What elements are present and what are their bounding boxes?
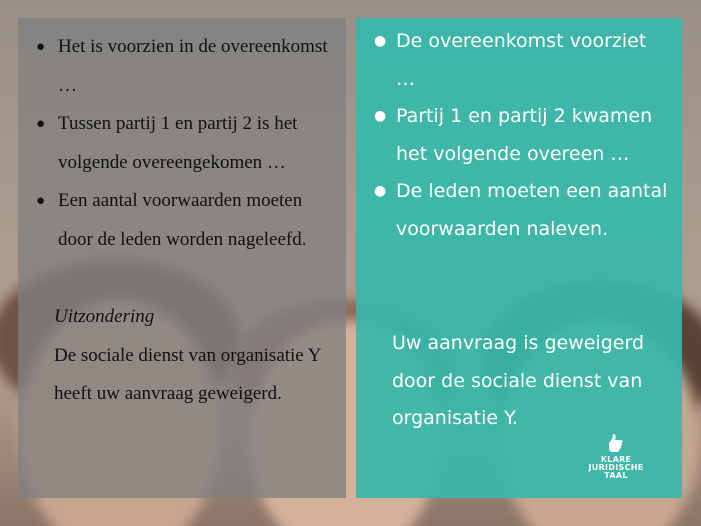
bullet-icon: ● [36, 39, 46, 55]
list-item [374, 98, 668, 173]
list-item [36, 28, 336, 105]
list-item-text: De leden moeten een aantal voorwaarden naleven. [396, 180, 668, 240]
list-item [374, 173, 668, 248]
logo-text-line-2: JURIDISCHE [588, 463, 644, 472]
list-item-text: Het is voorzien in de overeenkomst … [58, 36, 328, 96]
list-item [36, 105, 336, 182]
legal-language-panel [18, 18, 346, 498]
plain-language-panel [356, 18, 682, 498]
plain-bullet-list [374, 23, 668, 248]
legal-bullet-list [36, 28, 336, 259]
list-item-text: Partij 1 en partij 2 kwamen het volgende overeen … [396, 105, 653, 165]
bullet-icon: ● [374, 108, 387, 124]
bullet-icon: ● [374, 33, 387, 49]
klare-juridische-taal-logo [588, 433, 644, 480]
logo-text-line-3: TAAL [604, 471, 628, 480]
list-item-text: Tussen partij 1 en partij 2 is het volgende overeengekomen … [58, 113, 298, 173]
bullet-icon: ● [36, 116, 46, 132]
exception-text: De sociale dienst van organisatie Y heeft uw aanvraag geweigerd. [54, 344, 321, 404]
thumbs-up-icon [607, 433, 625, 453]
exception-text: Uw aanvraag is geweigerd door de sociale dienst van organisatie Y. [392, 332, 645, 429]
exception-heading: Uitzondering [54, 306, 155, 327]
list-item-text: De overeenkomst voorziet … [396, 30, 647, 90]
list-item [374, 23, 668, 98]
exception-block [374, 325, 668, 438]
exception-block [36, 298, 336, 414]
bullet-icon: ● [36, 193, 46, 209]
bullet-icon: ● [374, 183, 387, 199]
list-item-text: Een aantal voorwaarden moeten door de leden worden nageleefd. [58, 190, 307, 250]
list-item [36, 182, 336, 259]
logo-text-line-1: KLARE [600, 455, 632, 464]
